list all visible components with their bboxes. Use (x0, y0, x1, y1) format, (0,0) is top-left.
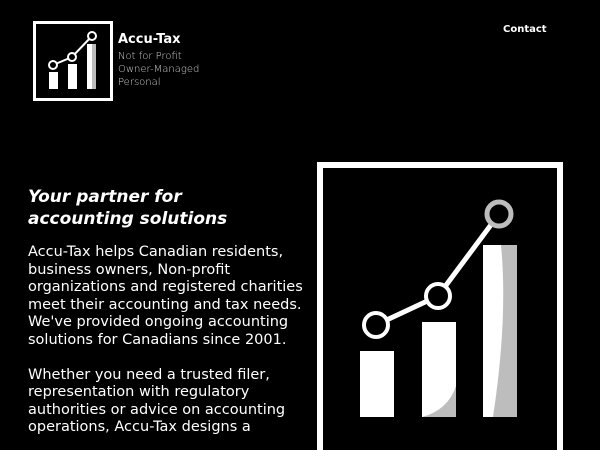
brand-tagline-line: Owner-Managed (118, 64, 200, 75)
hero-body (28, 244, 303, 450)
brand-tagline-line: Personal (118, 77, 161, 88)
brand-name: Accu-Tax (118, 32, 181, 47)
hero-paragraph: Whether you need a trusted filer, representation with regulatory authorities or advice on accounting operations, Accu-Tax designs a (28, 366, 286, 435)
brand-tagline-line: Not for Profit (118, 51, 182, 62)
rising-bar-chart-icon (323, 168, 557, 450)
hero-paragraph: Accu-Tax helps Canadian residents, business owners, Non-profit organizations and registered charities meet their accounting and tax needs. We've provided ongoing accounting solutions for Canadians since 2001. (28, 244, 303, 348)
hero-image (317, 162, 563, 450)
logo-text (118, 33, 199, 89)
hero-title: Your partner for accounting solutions (28, 187, 228, 229)
rising-bar-chart-icon (36, 24, 110, 98)
site-logo[interactable] (33, 21, 199, 101)
logo-mark (33, 21, 113, 101)
nav-contact-link[interactable]: Contact (503, 24, 547, 35)
